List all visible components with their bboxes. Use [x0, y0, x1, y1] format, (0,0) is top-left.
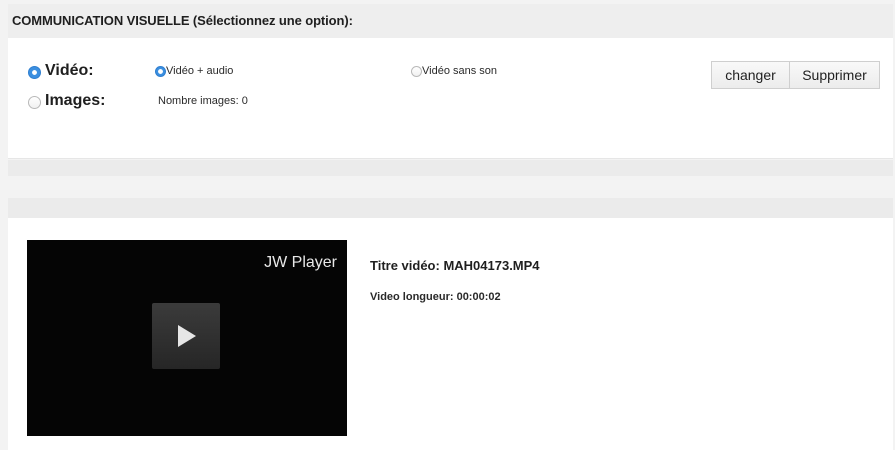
- section-header: [8, 4, 893, 39]
- change-button[interactable]: changer: [711, 61, 790, 89]
- video-muted-label[interactable]: Vidéo sans son: [422, 65, 498, 77]
- video-radio[interactable]: [28, 66, 41, 79]
- delete-button[interactable]: Supprimer: [790, 61, 880, 89]
- images-count: Nombre images: 0: [158, 95, 248, 107]
- video-duration: Video longueur: 00:00:02: [370, 291, 501, 303]
- play-icon: [178, 325, 196, 347]
- player-brand: JW Player: [264, 254, 337, 271]
- separator-band: [8, 198, 893, 218]
- video-panel: [8, 218, 893, 450]
- video-player[interactable]: [27, 240, 347, 436]
- options-panel: [8, 38, 893, 159]
- images-option-label[interactable]: Images:: [45, 92, 106, 109]
- video-muted-radio[interactable]: [411, 66, 422, 77]
- video-option-label[interactable]: Vidéo:: [45, 62, 94, 79]
- video-title: Titre vidéo: MAH04173.MP4: [370, 258, 540, 273]
- video-audio-radio[interactable]: [155, 66, 166, 77]
- images-radio[interactable]: [28, 96, 41, 109]
- video-audio-label[interactable]: Vidéo + audio: [166, 65, 234, 77]
- play-button[interactable]: [152, 303, 220, 369]
- separator-band: [8, 160, 893, 176]
- section-title: COMMUNICATION VISUELLE (Sélectionnez une option):: [12, 13, 353, 28]
